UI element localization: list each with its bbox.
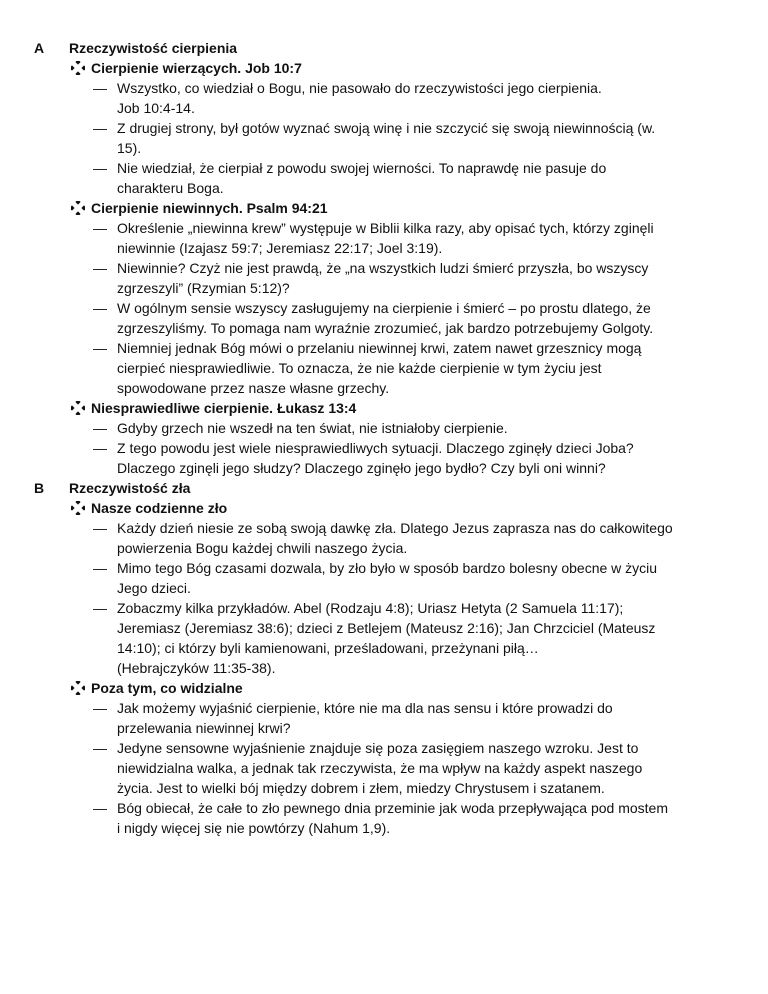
em-dash-icon: —: [93, 300, 107, 316]
bullet-list: [0, 698, 768, 838]
list-item-text: i nigdy więcej się nie powtórzy (Nahum 1,9).: [117, 820, 391, 836]
list-item: [0, 598, 768, 678]
section-heading: [0, 478, 768, 498]
section-letter: A: [34, 40, 45, 56]
bullet-list: [0, 418, 768, 478]
em-dash-icon: —: [93, 120, 107, 136]
diamond-bullet-icon: [71, 61, 85, 75]
list-item-text: Zobaczmy kilka przykładów. Abel (Rodzaju 4:8); Uriasz Hetyta (2 Samuela 11:17);: [117, 600, 624, 616]
diamond-bullet-icon: [71, 201, 85, 215]
list-item-text: Dlaczego zginęli jego słudzy? Dlaczego zginęło jego bydło? Czy byli oni winni?: [117, 460, 606, 476]
list-item: [0, 418, 768, 438]
list-item: [0, 118, 768, 158]
list-item: [0, 698, 768, 738]
subsection-title: Poza tym, co widzialne: [91, 680, 243, 696]
em-dash-icon: —: [93, 340, 107, 356]
list-item-text: Jak możemy wyjaśnić cierpienie, które nie ma dla nas sensu i które prowadzi do: [117, 700, 613, 716]
list-item: [0, 218, 768, 258]
bullet-list: [0, 218, 768, 398]
em-dash-icon: —: [93, 160, 107, 176]
list-item: [0, 158, 768, 198]
list-item: [0, 438, 768, 478]
list-item: [0, 558, 768, 598]
em-dash-icon: —: [93, 80, 107, 96]
list-item: [0, 798, 768, 838]
subsection: [0, 398, 768, 478]
diamond-bullet-icon: [71, 401, 85, 415]
list-item-text: Jedyne sensowne wyjaśnienie znajduje się poza zasięgiem naszego wzroku. Jest to: [117, 740, 639, 756]
list-item: [0, 338, 768, 398]
em-dash-icon: —: [93, 260, 107, 276]
subsection: [0, 198, 768, 398]
list-item-text: W ogólnym sensie wszyscy zasługujemy na cierpienie i śmierć – po prostu dlatego, że: [117, 300, 651, 316]
em-dash-icon: —: [93, 220, 107, 236]
list-item-text: Z tego powodu jest wiele niesprawiedliwych sytuacji. Dlaczego zginęły dzieci Joba?: [117, 440, 634, 456]
list-item: [0, 258, 768, 298]
list-item-text: zgrzeszyliśmy. To pomaga nam wyraźnie zrozumieć, jak bardzo potrzebujemy Golgoty.: [117, 320, 654, 336]
em-dash-icon: —: [93, 420, 107, 436]
list-item-text: życia. Jest to wielki bój między dobrem i złem, miedzy Chrystusem i szatanem.: [117, 780, 605, 796]
list-item-text: Wszystko, co wiedział o Bogu, nie pasowało do rzeczywistości jego cierpienia.: [117, 80, 602, 96]
list-item-text: Niemniej jednak Bóg mówi o przelaniu niewinnej krwi, zatem nawet grzesznicy mogą: [117, 340, 642, 356]
subsection-heading: [0, 498, 768, 518]
subsection-heading: [0, 58, 768, 78]
subsection: [0, 498, 768, 678]
list-item-text: powierzenia Bogu każdej chwili naszego życia.: [117, 540, 408, 556]
list-item-text: Każdy dzień niesie ze sobą swoją dawkę zła. Dlatego Jezus zaprasza nas do całkowitego: [117, 520, 673, 536]
list-item-text: niewidzialna walka, a jednak tak rzeczywista, że ma wpływ na każdy aspekt naszego: [117, 760, 643, 776]
list-item-text: Gdyby grzech nie wszedł na ten świat, nie istniałoby cierpienie.: [117, 420, 508, 436]
section-letter: B: [34, 480, 45, 496]
section: [0, 38, 768, 478]
list-item-text: Jego dzieci.: [117, 580, 191, 596]
list-item: [0, 298, 768, 338]
diamond-bullet-icon: [71, 681, 85, 695]
em-dash-icon: —: [93, 560, 107, 576]
list-item-text: przelewania niewinnej krwi?: [117, 720, 291, 736]
subsection-title: Cierpienie wierzących. Job 10:7: [91, 60, 302, 76]
list-item-text: zgrzeszyli” (Rzymian 5:12)?: [117, 280, 290, 296]
section-heading: [0, 38, 768, 58]
list-item-text: Nie wiedział, że cierpiał z powodu swojej wierności. To naprawdę nie pasuje do: [117, 160, 607, 176]
section: [0, 478, 768, 838]
list-item-text: 14:10); ci którzy byli kamienowani, prześladowani, przeżynani piłą…: [117, 640, 539, 656]
subsection-title: Cierpienie niewinnych. Psalm 94:21: [91, 200, 328, 216]
em-dash-icon: —: [93, 800, 107, 816]
list-item-text: Job 10:4-14.: [117, 100, 195, 116]
em-dash-icon: —: [93, 740, 107, 756]
list-item: [0, 518, 768, 558]
bullet-list: [0, 518, 768, 678]
list-item-text: cierpieć niesprawiedliwie. To oznacza, że nie każde cierpienie w tym życiu jest: [117, 360, 602, 376]
list-item-text: Bóg obiecał, że całe to zło pewnego dnia przeminie jak woda przepływająca pod mostem: [117, 800, 668, 816]
list-item: [0, 78, 768, 118]
section-title: Rzeczywistość cierpienia: [69, 40, 238, 56]
subsection: [0, 678, 768, 838]
list-item-text: 15).: [117, 140, 142, 156]
list-item: [0, 738, 768, 798]
em-dash-icon: —: [93, 600, 107, 616]
subsection-title: Nasze codzienne zło: [91, 500, 228, 516]
diamond-bullet-icon: [71, 501, 85, 515]
subsection-heading: [0, 198, 768, 218]
list-item-text: Niewinnie? Czyż nie jest prawdą, że „na wszystkich ludzi śmierć przyszła, bo wszyscy: [117, 260, 649, 276]
em-dash-icon: —: [93, 700, 107, 716]
list-item-text: spowodowane przez nasze własne grzechy.: [117, 380, 390, 396]
list-item-text: niewinnie (Izajasz 59:7; Jeremiasz 22:17; Joel 3:19).: [117, 240, 443, 256]
subsection-title: Niesprawiedliwe cierpienie. Łukasz 13:4: [91, 400, 357, 416]
list-item-text: Jeremiasz (Jeremiasz 38:6); dzieci z Betlejem (Mateusz 2:16); Jan Chrzciciel (Mateusz: [117, 620, 656, 636]
list-item-text: Określenie „niewinna krew” występuje w Biblii kilka razy, aby opisać tych, którzy zginęli: [117, 220, 654, 236]
list-item-text: charakteru Boga.: [117, 180, 224, 196]
bullet-list: [0, 78, 768, 198]
list-item-text: Mimo tego Bóg czasami dozwala, by zło było w sposób bardzo bolesny obecne w życiu: [117, 560, 658, 576]
list-item-text: Z drugiej strony, był gotów wyznać swoją winę i nie szczycić się swoją niewinnością (w.: [117, 120, 656, 136]
em-dash-icon: —: [93, 440, 107, 456]
subsection: [0, 58, 768, 198]
subsection-heading: [0, 398, 768, 418]
subsection-heading: [0, 678, 768, 698]
em-dash-icon: —: [93, 520, 107, 536]
list-item-text: (Hebrajczyków 11:35-38).: [117, 660, 276, 676]
section-title: Rzeczywistość zła: [69, 480, 191, 496]
